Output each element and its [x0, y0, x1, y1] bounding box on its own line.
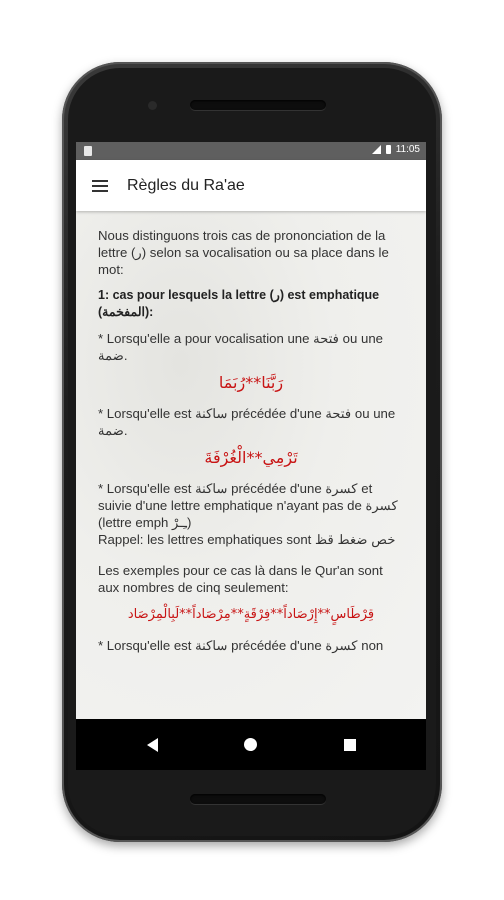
- recent-apps-icon[interactable]: [344, 739, 356, 751]
- back-icon[interactable]: [147, 738, 158, 752]
- examples-note: Les exemples pour ce cas là dans le Qur'an sont aux nombres de cinq seulement:: [98, 563, 383, 595]
- status-time: 11:05: [395, 144, 420, 155]
- rules-content[interactable]: [76, 211, 426, 719]
- front-camera: [148, 101, 157, 110]
- intro-text: Nous distinguons trois cas de prononciation de la lettre (ﺭ) selon sa vocalisation ou sa place dans le mot:: [98, 228, 389, 277]
- hamburger-menu-icon[interactable]: [92, 180, 108, 192]
- page-title: Règles du Ra'ae: [127, 176, 245, 194]
- navigation-bar: [76, 719, 426, 770]
- notification-icon: [84, 146, 92, 156]
- case-1-text: * Lorsqu'elle a pour vocalisation une فتحة ou une ضمة.: [98, 331, 383, 363]
- reminder-text: Rappel: les lettres emphatiques sont خص ضغط قظ: [98, 532, 396, 547]
- home-icon[interactable]: [244, 738, 257, 751]
- top-speaker: [190, 100, 326, 110]
- example-3: قِرْطَاسٍ**إِرْصَاداً**فِرْقَةٍ**مِرْصَاداً**لَبِالْمِرْصَاد: [127, 607, 375, 622]
- case-4-text: * Lorsqu'elle est ساكنة précédée d'une كسرة non: [98, 638, 384, 653]
- case-2-text: * Lorsqu'elle est ساكنة précédée d'une فتحة ou une ضمة.: [98, 406, 396, 438]
- screen: [76, 142, 426, 770]
- status-icons: [372, 144, 420, 155]
- case-3-text: * Lorsqu'elle est ساكنة précédée d'une كسرة et suivie d'une lettre emphatique n'ayant pas de كسرة (lettre emph ـِـرْ): [98, 481, 398, 530]
- example-2: تَرْمِي**الْغُرْفَةَ: [204, 448, 298, 467]
- app-bar: [76, 160, 426, 211]
- example-1: رَبَّنَا**رُبَمَا: [218, 373, 284, 392]
- battery-icon: [386, 145, 391, 154]
- bottom-speaker: [190, 794, 326, 804]
- status-bar: [76, 142, 426, 160]
- signal-icon: [372, 145, 381, 154]
- section-heading: 1: cas pour lesquels la lettre (ﺭ) est emphatique (المفخمة):: [98, 288, 380, 319]
